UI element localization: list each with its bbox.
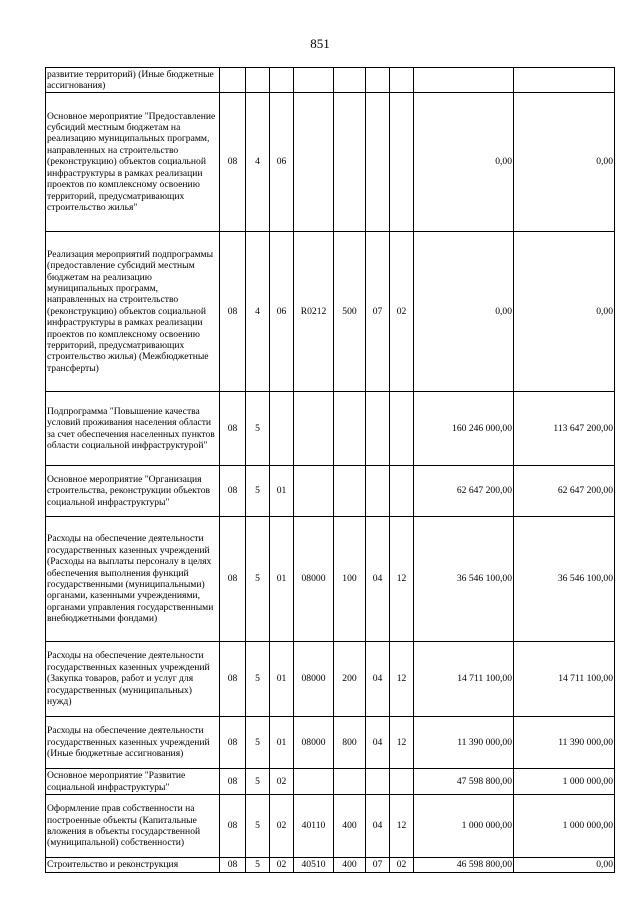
row-name: Расходы на обеспечение деятельности государственных казенных учреждений (Иные бюджетные ассигнования) <box>46 717 220 769</box>
cell-section <box>366 769 390 795</box>
cell-vr: 800 <box>334 717 366 769</box>
cell-vr: 400 <box>334 795 366 858</box>
row-name: Основное мероприятие "Предоставление субсидий местным бюджетам на реализацию муниципальных программ, направленных на строительство (реконструкцию) объектов социальной инфраструктуры в рамках реализации проектов по комплексному освоению территорий, предусматривающих строительство жилья" <box>46 93 220 232</box>
cell-rz: 08 <box>220 795 246 858</box>
cell-section: 04 <box>366 642 390 717</box>
cell-sum-year1: 14 711 100,00 <box>414 642 514 717</box>
cell-sum-year1: 0,00 <box>414 93 514 232</box>
cell-subsection: 12 <box>390 717 414 769</box>
cell-rz: 08 <box>220 642 246 717</box>
cell-sum-year2: 113 647 200,00 <box>514 392 615 466</box>
table-row <box>46 93 615 232</box>
cell-subsection <box>390 466 414 517</box>
cell-pr: 5 <box>246 795 270 858</box>
cell-pr: 5 <box>246 717 270 769</box>
row-name: Реализация мероприятий подпрограммы (предоставление субсидий местным бюджетам на реализацию муниципальных программ, направленных на строительство (реконструкцию) объектов социальной инфраструктуры в рамках реализации проектов по комплексному освоению территорий, предусматривающих строительство жилья) (Межбюджетные трансферты) <box>46 232 220 392</box>
row-name: Подпрограмма "Повышение качества условий проживания населения области за счет обеспечения населенных пунктов области социальной инфраструктурой" <box>46 392 220 466</box>
cell-csr: 08000 <box>294 717 334 769</box>
cell-vr: 100 <box>334 517 366 642</box>
cell-vr <box>334 466 366 517</box>
cell-sum-year2: 14 711 100,00 <box>514 642 615 717</box>
cell-rz: 08 <box>220 232 246 392</box>
table-row <box>46 392 615 466</box>
cell-csr: 08000 <box>294 642 334 717</box>
cell-pr: 4 <box>246 93 270 232</box>
cell-subsection <box>390 68 414 93</box>
cell-pr: 5 <box>246 392 270 466</box>
cell-sum-year1: 160 246 000,00 <box>414 392 514 466</box>
cell-csr: 40110 <box>294 795 334 858</box>
cell-subprogram: 06 <box>270 232 294 392</box>
cell-subsection: 02 <box>390 858 414 873</box>
cell-sum-year1 <box>414 68 514 93</box>
cell-section: 04 <box>366 517 390 642</box>
cell-sum-year2 <box>514 68 615 93</box>
cell-subprogram <box>270 392 294 466</box>
cell-sum-year2: 0,00 <box>514 232 615 392</box>
cell-section <box>366 466 390 517</box>
cell-csr <box>294 466 334 517</box>
cell-subprogram: 01 <box>270 717 294 769</box>
cell-subprogram: 02 <box>270 795 294 858</box>
table-row <box>46 795 615 858</box>
cell-sum-year2: 0,00 <box>514 858 615 873</box>
cell-subsection <box>390 392 414 466</box>
table-row <box>46 466 615 517</box>
cell-rz: 08 <box>220 769 246 795</box>
cell-subsection: 12 <box>390 642 414 717</box>
row-name: Основное мероприятие "Организация строительства, реконструкции объектов социальной инфраструктуры" <box>46 466 220 517</box>
cell-pr: 5 <box>246 769 270 795</box>
cell-sum-year2: 1 000 000,00 <box>514 769 615 795</box>
cell-section <box>366 93 390 232</box>
cell-subsection <box>390 93 414 232</box>
cell-csr: 40510 <box>294 858 334 873</box>
cell-vr <box>334 769 366 795</box>
table-row <box>46 717 615 769</box>
cell-vr: 500 <box>334 232 366 392</box>
cell-rz: 08 <box>220 517 246 642</box>
row-name: развитие территорий) (Иные бюджетные ассигнования) <box>46 68 220 93</box>
cell-subprogram: 01 <box>270 642 294 717</box>
cell-section <box>366 68 390 93</box>
cell-csr <box>294 68 334 93</box>
cell-rz: 08 <box>220 858 246 873</box>
cell-vr: 400 <box>334 858 366 873</box>
row-name: Расходы на обеспечение деятельности государственных казенных учреждений (Закупка товаров, работ и услуг для государственных (муниципальных) нужд) <box>46 642 220 717</box>
cell-subsection: 02 <box>390 232 414 392</box>
table-row <box>46 517 615 642</box>
cell-csr <box>294 392 334 466</box>
cell-sum-year2: 0,00 <box>514 93 615 232</box>
cell-subprogram <box>270 68 294 93</box>
cell-sum-year2: 62 647 200,00 <box>514 466 615 517</box>
cell-pr: 4 <box>246 232 270 392</box>
cell-sum-year1: 47 598 800,00 <box>414 769 514 795</box>
cell-pr: 5 <box>246 858 270 873</box>
cell-vr: 200 <box>334 642 366 717</box>
table-row <box>46 642 615 717</box>
cell-subprogram: 01 <box>270 466 294 517</box>
table-row <box>46 769 615 795</box>
table-row <box>46 68 615 93</box>
cell-vr <box>334 93 366 232</box>
cell-pr: 5 <box>246 642 270 717</box>
budget-table <box>45 67 615 873</box>
cell-section: 07 <box>366 232 390 392</box>
cell-section: 04 <box>366 717 390 769</box>
cell-subsection: 12 <box>390 795 414 858</box>
cell-sum-year1: 46 598 800,00 <box>414 858 514 873</box>
cell-subsection <box>390 769 414 795</box>
cell-subprogram: 02 <box>270 858 294 873</box>
cell-subprogram: 06 <box>270 93 294 232</box>
cell-sum-year1: 11 390 000,00 <box>414 717 514 769</box>
cell-vr <box>334 68 366 93</box>
cell-sum-year2: 1 000 000,00 <box>514 795 615 858</box>
cell-sum-year2: 36 546 100,00 <box>514 517 615 642</box>
cell-rz: 08 <box>220 717 246 769</box>
cell-sum-year1: 1 000 000,00 <box>414 795 514 858</box>
cell-section: 04 <box>366 795 390 858</box>
cell-subprogram: 01 <box>270 517 294 642</box>
table-row <box>46 232 615 392</box>
cell-subsection: 12 <box>390 517 414 642</box>
row-name: Расходы на обеспечение деятельности государственных казенных учреждений (Расходы на выплаты персоналу в целях обеспечения выполнения функций государственными (муниципальными) органами, казенными учреждениями, органами управления государственными внебюджетными фондами) <box>46 517 220 642</box>
cell-sum-year1: 0,00 <box>414 232 514 392</box>
page-number: 851 <box>310 36 330 51</box>
table-row <box>46 858 615 873</box>
row-name: Оформление прав собственности на построенные объекты (Капитальные вложения в объекты государственной (муниципальной) собственности) <box>46 795 220 858</box>
cell-sum-year1: 36 546 100,00 <box>414 517 514 642</box>
cell-pr: 5 <box>246 466 270 517</box>
cell-rz: 08 <box>220 392 246 466</box>
cell-section <box>366 392 390 466</box>
cell-vr <box>334 392 366 466</box>
row-name: Строительство и реконструкция <box>46 858 220 873</box>
row-name: Основное мероприятие "Развитие социальной инфраструктуры" <box>46 769 220 795</box>
cell-csr: 08000 <box>294 517 334 642</box>
cell-pr <box>246 68 270 93</box>
cell-rz: 08 <box>220 466 246 517</box>
cell-csr <box>294 93 334 232</box>
cell-sum-year1: 62 647 200,00 <box>414 466 514 517</box>
cell-csr: R0212 <box>294 232 334 392</box>
cell-csr <box>294 769 334 795</box>
cell-rz: 08 <box>220 93 246 232</box>
cell-subprogram: 02 <box>270 769 294 795</box>
cell-section: 07 <box>366 858 390 873</box>
cell-rz <box>220 68 246 93</box>
cell-pr: 5 <box>246 517 270 642</box>
cell-sum-year2: 11 390 000,00 <box>514 717 615 769</box>
